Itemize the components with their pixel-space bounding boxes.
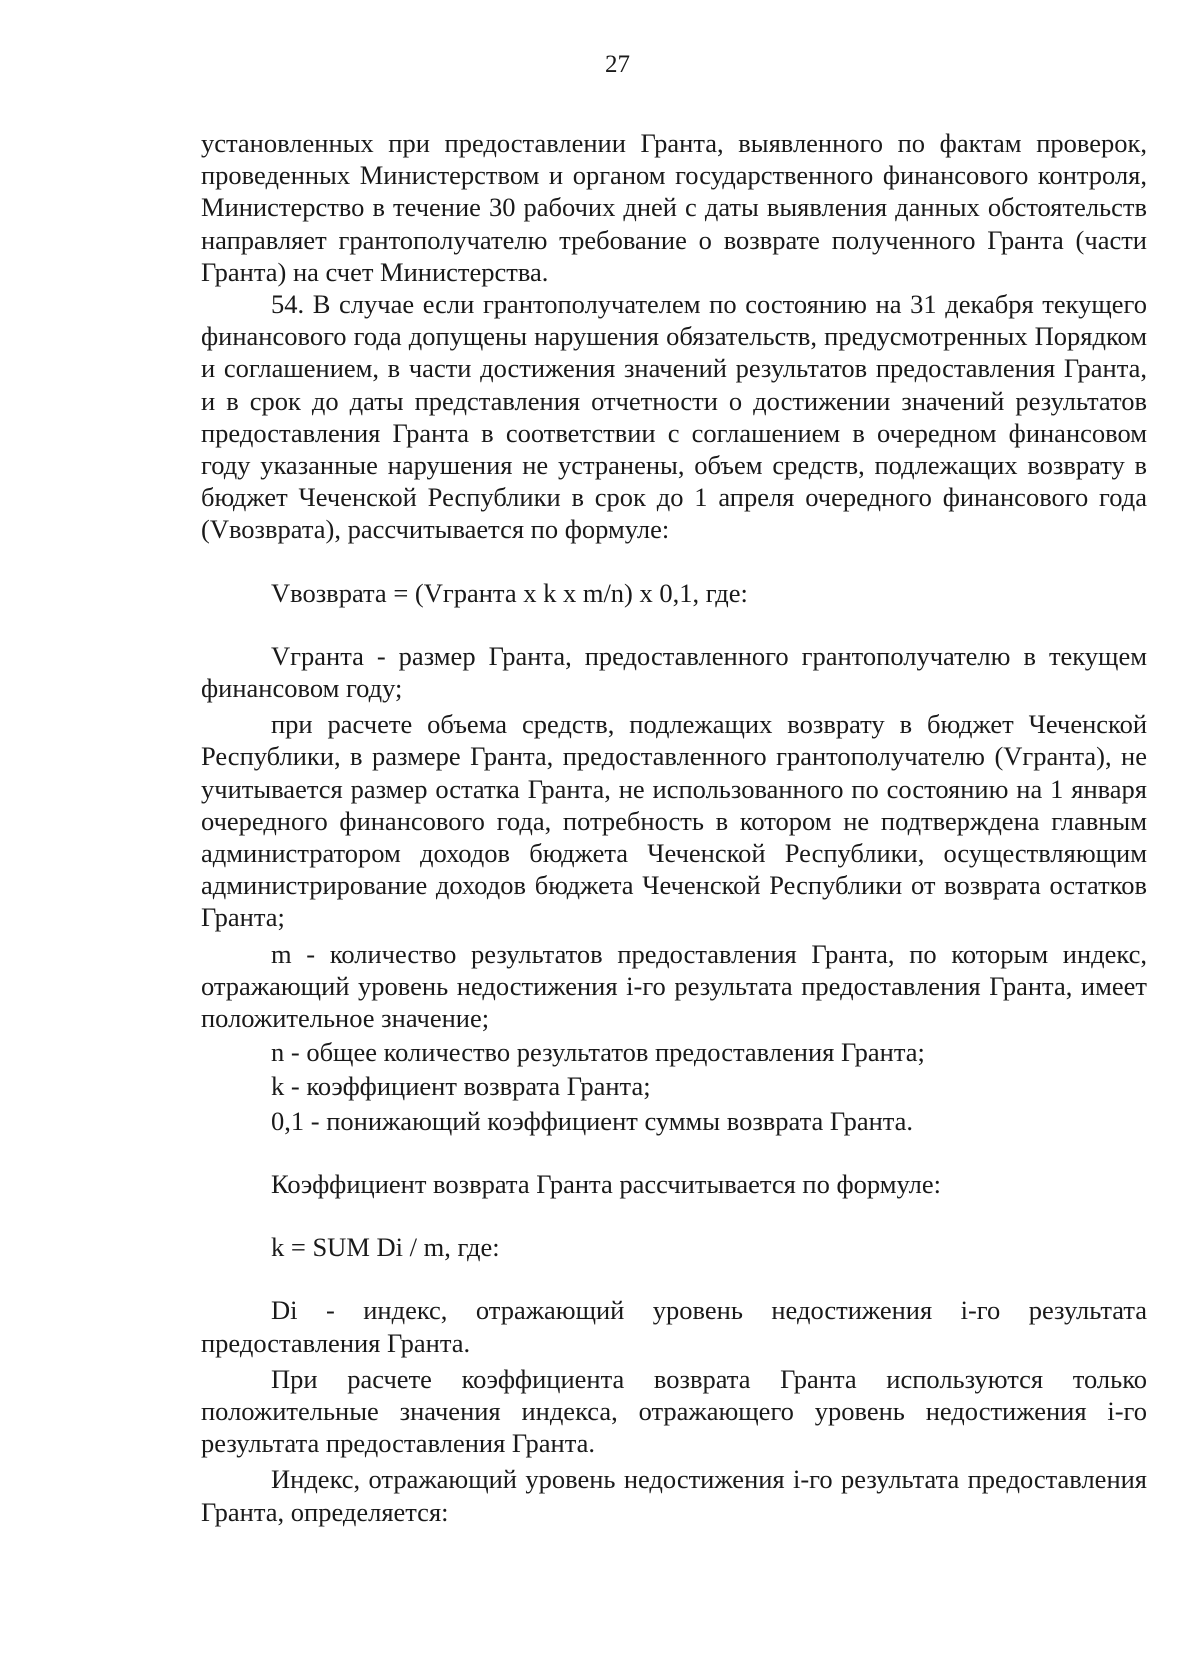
paragraph-k-definition: k - коэффициент возврата Гранта; [271, 1071, 651, 1102]
paragraph-n-definition: n - общее количество результатов предоставления Гранта; [271, 1037, 925, 1068]
paragraph-di-definition: Di - индекс, отражающий уровень недостижения i-го результата предоставления Гранта. [201, 1295, 1147, 1358]
formula-coefficient: k = SUM Di / m, где: [271, 1232, 500, 1263]
paragraph-index-determination: Индекс, отражающий уровень недостижения i-го результата предоставления Гранта, определяется: [201, 1464, 1147, 1527]
paragraph-calculation-note: при расчете объема средств, подлежащих возврату в бюджет Чеченской Республики, в размере Гранта, предоставленного грантополучателю (Vгранта), не учитывается размер остатка Гранта, не использованного по состоянию на 1 января очередного финансового года, потребность в котором не подтверждена главным администратором доходов бюджета Чеченской Республики, осуществляющим администрирование доходов бюджета Чеченской Республики от возврата остатков Гранта; [201, 709, 1147, 933]
paragraph-vgranta-definition: Vгранта - размер Гранта, предоставленного грантополучателю в текущем финансовом году; [201, 640, 1147, 704]
paragraph-coefficient-formula-intro: Коэффициент возврата Гранта рассчитывается по формуле: [271, 1168, 941, 1199]
paragraph-m-definition: m - количество результатов предоставления Гранта, по которым индекс, отражающий уровень недостижения i-го результата предоставления Гранта, имеет положительное значение; [201, 938, 1147, 1034]
document-body [201, 127, 1147, 1528]
paragraph-54: 54. В случае если грантополучателем по состоянию на 31 декабря текущего финансового года допущены нарушения обязательств, предусмотренных Порядком и соглашением, в части достижения значений результатов предоставления Гранта, и в срок до даты представления отчетности о достижении значений результатов предоставления Гранта в соответствии с соглашением в очередном финансовом году указанные нарушения не устранены, объем средств, подлежащих возврату в бюджет Чеченской Республики в срок до 1 апреля очередного финансового года (Vвозврата), рассчитывается по формуле: [201, 289, 1147, 545]
formula-return-volume: Vвозврата = (Vгранта x k x m/n) x 0,1, где: [271, 577, 748, 608]
page-number: 27 [605, 51, 630, 78]
paragraph-grant-return-requirement: установленных при предоставлении Гранта, выявленного по фактам проверок, проведенных Министерством и органом государственного финансового контроля, Министерство в течение 30 рабочих дней с даты выявления данных обстоятельств направляет грантополучателю требование о возврате полученного Гранта (части Гранта) на счет Министерства. [201, 128, 1147, 287]
paragraph-positive-values-note: При расчете коэффициента возврата Гранта используются только положительные значения индекса, отражающего уровень недостижения i-го результата предоставления Гранта. [201, 1363, 1147, 1459]
paragraph-reducing-coefficient: 0,1 - понижающий коэффициент суммы возврата Гранта. [271, 1105, 914, 1136]
